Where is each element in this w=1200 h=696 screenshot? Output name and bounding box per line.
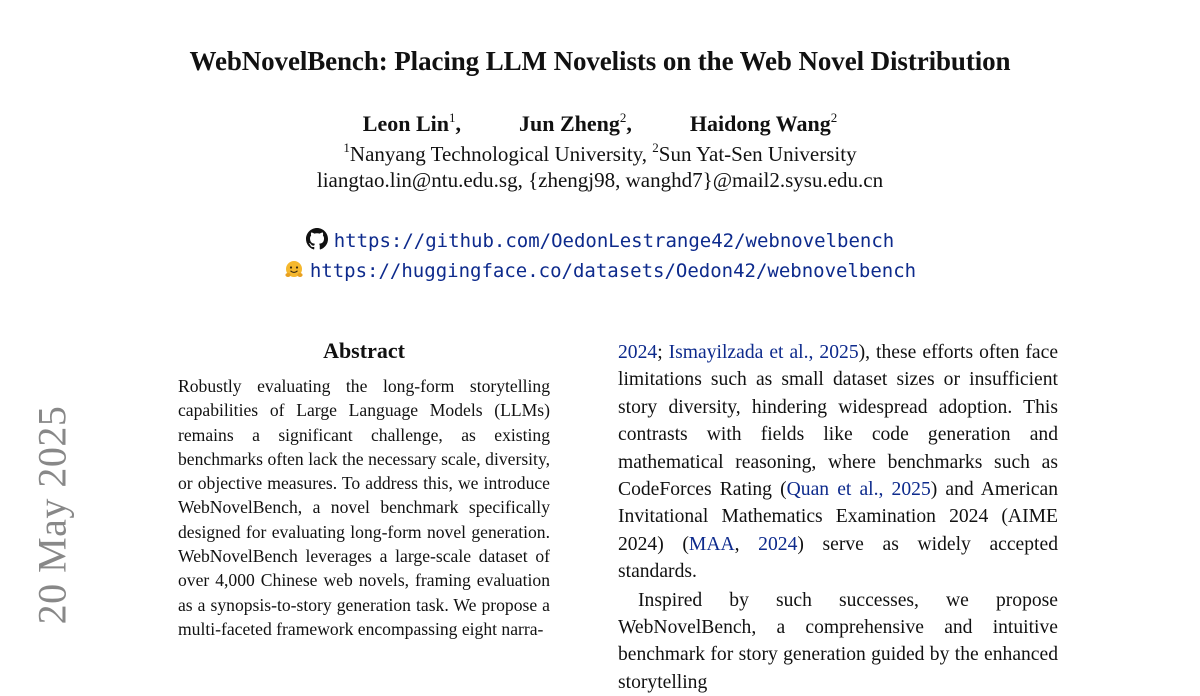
- introduction-column: [618, 339, 1058, 696]
- author-2: Jun Zheng$^2$,: [518, 110, 632, 136]
- abstract-text: Robustly evaluating the long-form storytelling capabilities of Large Language Models (LLMs) remains a significant challenge, as existing benchmarks often lack the necessary scale, diversity, or objective measures. To address this, we introduce WebNovelBench, a novel benchmark specifically designed for evaluating long-form novel generation. WebNovelBench leverages a large-scale dataset of over 4,000 Chinese web novels, framing evaluation as a synopsis-to-story generation task. We propose a multi-faceted framework encompassing eight narra-: [178, 376, 550, 639]
- github-link[interactable]: https://github.com/OedonLestrange42/webnovelbench: [333, 230, 895, 252]
- huggingface-icon: [284, 260, 304, 285]
- citation-ismayilzada[interactable]: Ismayilzada et al., 2025: [668, 342, 859, 363]
- github-icon: [306, 228, 328, 255]
- huggingface-link[interactable]: https://huggingface.co/datasets/Oedon42/webnovelbench: [309, 260, 917, 282]
- author-1-affil-mark: 1: [448, 110, 456, 125]
- intro-paragraph-2: Inspired by such successes, we propose WebNovelBench, a comprehensive and intuitive benchmark for story generation guided by the enhanced storytelling: [618, 589, 1058, 693]
- author-emails: liangtao.lin@ntu.edu.sg, {zhengj98, wanghd7}@mail2.sysu.edu.cn: [316, 168, 884, 192]
- citation-maa-year[interactable]: 2024: [758, 533, 798, 555]
- citation-maa[interactable]: MAA: [688, 533, 735, 555]
- author-1: Leon Lin$^1$,: [362, 110, 461, 136]
- citation-2024[interactable]: 2024: [618, 342, 658, 363]
- abstract-heading: Abstract: [323, 338, 405, 363]
- affiliations: $^1$Nanyang Technological University, $^2$Sun Yat-Sen University: [343, 140, 857, 166]
- author-list: [0, 110, 1200, 137]
- citation-quan[interactable]: Quan et al., 2025: [786, 479, 931, 501]
- author-3: Haidong Wang$^2$: [689, 110, 838, 136]
- author-2-affil-mark: 2: [619, 110, 627, 125]
- intro-paragraph-1: 2024; Ismayilzada et al., 2025), these efforts often face limitations such as small dataset sizes or insufficient story diversity, hindering widespread adoption. This contrasts with fields like code generation and mathematical reasoning, where benchmarks such as CodeForces Rating (Quan et al., 2025) and American Invitational Mathematics Examination 2024 (AIME 2024) (MAA, 2024) serve as widely accepted standards.: [618, 342, 1059, 583]
- arxiv-side-label: [30, 402, 74, 628]
- github-link-row: [0, 228, 1200, 255]
- huggingface-link-row: [0, 260, 1200, 285]
- paper-title: WebNovelBench: Placing LLM Novelists on the Web Novel Distribution: [189, 46, 1011, 76]
- author-3-affil-mark: 2: [830, 110, 838, 125]
- side-date-text: 20 May 2025: [30, 405, 74, 625]
